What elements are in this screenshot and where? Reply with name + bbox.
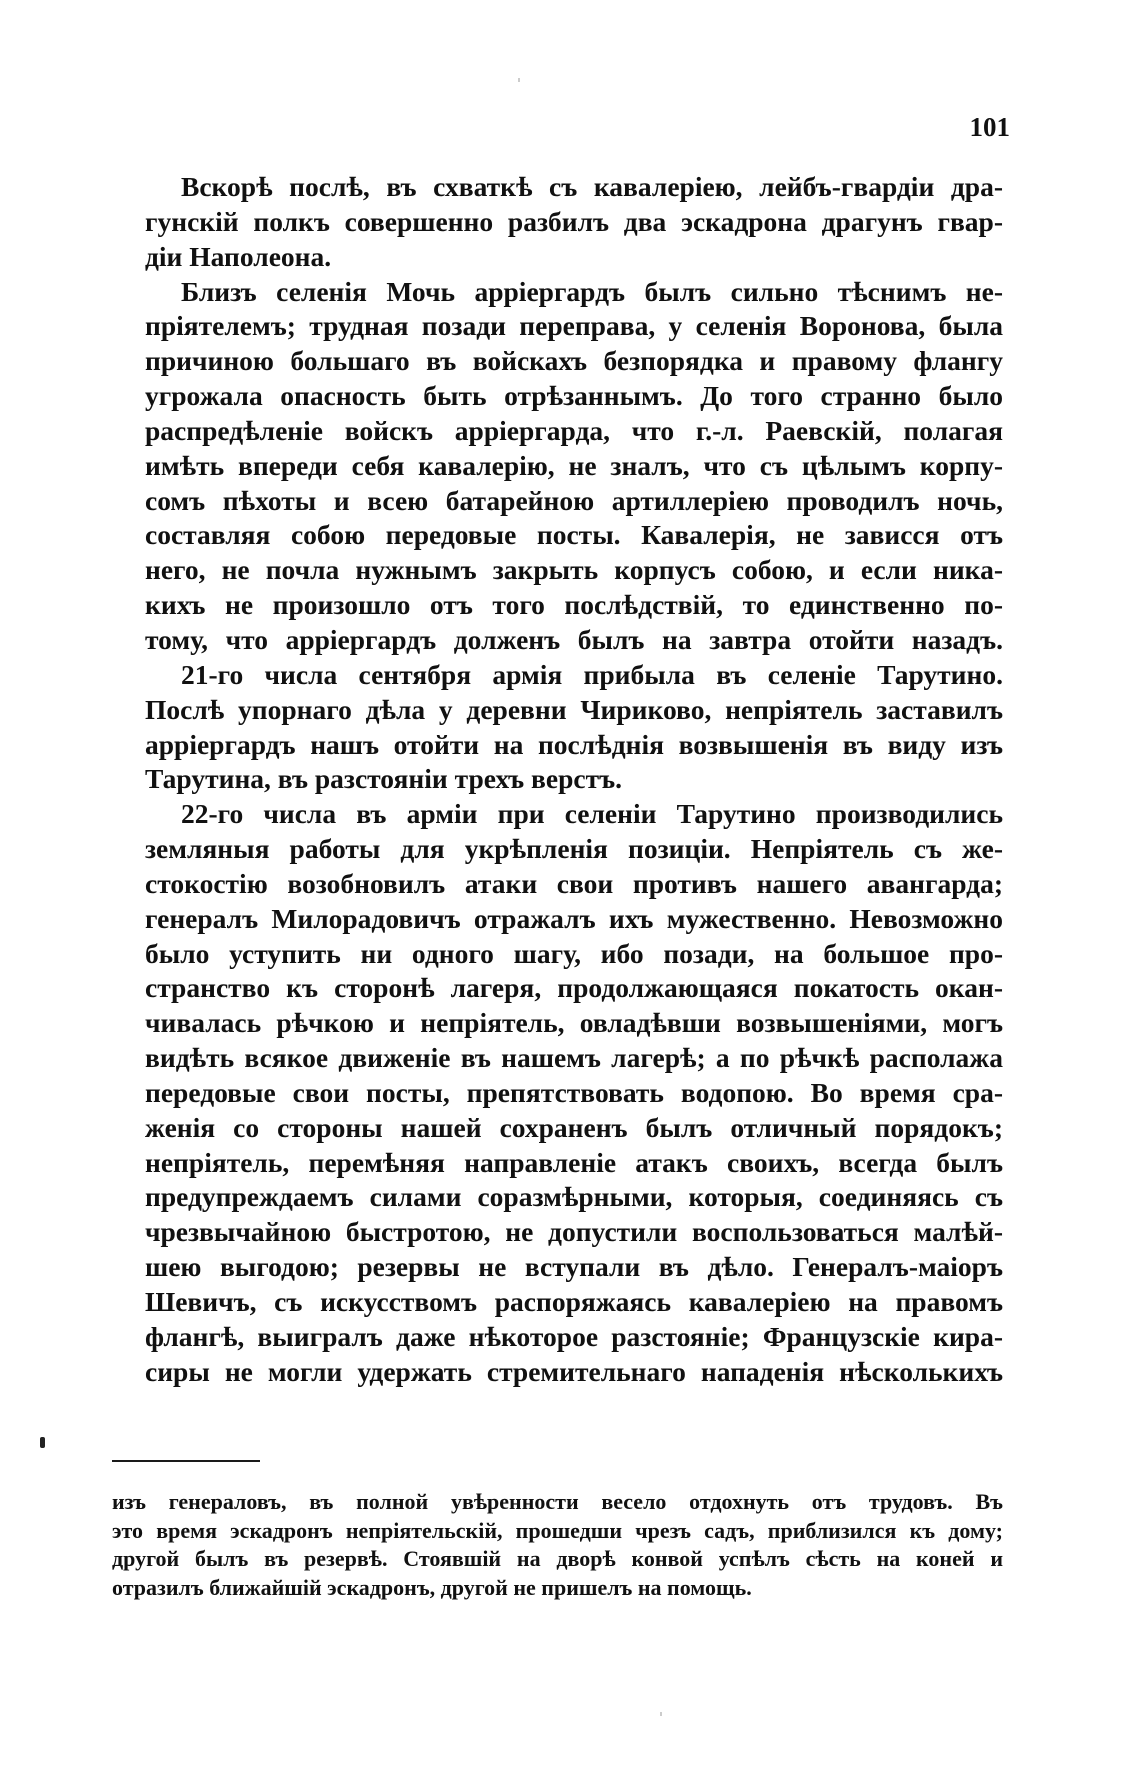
text-line: діи Наполеона. (145, 240, 332, 272)
footnote-line: изъ генераловъ, въ полной увѣренности весело отдохнуть отъ трудовъ. Въ (112, 1489, 1003, 1514)
text-line: пріятелемъ; трудная позади переправа, у селенія Воронова, была (145, 310, 1003, 342)
text-line: флангѣ, выигралъ даже нѣкоторое разстояніе; Французскіе кира- (145, 1320, 1003, 1352)
text-line: сиры не могли удержать стремительнаго нападенія нѣсколькихъ (145, 1355, 1003, 1387)
text-line: чрезвычайною быстротою, не допустили воспользоваться малѣй- (145, 1216, 1003, 1248)
text-line: шею выгодою; резервы не вступали въ дѣло. Генералъ-маіоръ (145, 1251, 1003, 1283)
footnote-line: другой былъ въ резервѣ. Стоявшій на дворѣ конвой успѣлъ сѣсть на коней и (112, 1546, 1003, 1571)
text-line: гунскій полкъ совершенно разбилъ два эскадрона драгунъ гвар- (145, 205, 1003, 237)
page-number: 101 (969, 112, 1010, 142)
margin-ink-speck (40, 1437, 45, 1448)
text-line: угрожала опасность быть отрѣзаннымъ. До того странно было (145, 380, 1003, 412)
text-line: причиною большаго въ войскахъ безпорядка и правому флангу (145, 345, 1003, 377)
scan-mark-bottom (660, 1712, 662, 1716)
footnote-line: это время эскадронъ непріятельскій, прошедши чрезъ садъ, приблизился къ дому; (112, 1517, 1003, 1543)
footnote-line: отразилъ ближайшій эскадронъ, другой не пришелъ на помощь. (112, 1574, 752, 1600)
text-line: передовые свои посты, препятствовать водопою. Во время сра- (145, 1076, 1003, 1108)
text-line: стокостію возобновилъ атаки свои противъ нашего авангарда; (145, 867, 1003, 899)
text-line: 22-го числа въ арміи при селеніи Тарутино производились (181, 798, 1003, 830)
text-line: распредѣленіе войскъ арріергарда, что г.-л. Раевскій, полагая (145, 414, 1003, 446)
text-line: Тарутина, въ разстояніи трехъ верстъ. (145, 763, 622, 795)
text-line: 21-го числа сентября армія прибыла въ селеніе Тарутино. (181, 658, 1003, 690)
text-line: Близъ селенія Мочь арріергардъ былъ сильно тѣснимъ не- (181, 275, 1003, 307)
text-line: кихъ не произошло отъ того послѣдствій, то единственно по- (145, 589, 1003, 621)
text-line: женія со стороны нашей сохраненъ былъ отличный порядокъ; (145, 1111, 1003, 1143)
text-line: странство къ сторонѣ лагеря, продолжающаяся покатость окан- (145, 972, 1003, 1004)
text-line: тому, что арріергардъ долженъ былъ на завтра отойти назадъ. (145, 623, 1003, 655)
text-line: генералъ Милорадовичъ отражалъ ихъ мужественно. Невозможно (145, 902, 1003, 934)
text-line: было уступить ни одного шагу, ибо позади, на большое про- (145, 937, 1003, 969)
text-line: Послѣ упорнаго дѣла у деревни Чириково, непріятель заставилъ (145, 693, 1003, 725)
scan-mark-top (518, 78, 520, 82)
text-line: него, не почла нужнымъ закрыть корпусъ собою, и если ника- (145, 554, 1003, 586)
footnote-separator-rule (112, 1460, 260, 1462)
text-line: Шевичъ, съ искусствомъ распоряжаясь кавалеріею на правомъ (145, 1286, 1003, 1317)
text-line: видѣть всякое движеніе въ нашемъ лагерѣ; а по рѣчкѣ располажа (145, 1042, 1003, 1074)
text-line: Вскорѣ послѣ, въ схваткѣ съ кавалеріею, лейбъ-гвардіи дра- (181, 171, 1003, 202)
text-line: имѣть впереди себя кавалерію, не зналъ, что съ цѣлымъ корпу- (145, 449, 1003, 481)
text-line: сомъ пѣхоты и всею батарейною артиллеріею проводилъ ночь, (145, 484, 1003, 516)
main-text (145, 170, 1003, 1390)
text-line: земляныя работы для укрѣпленія позиціи. Непріятель съ же- (145, 833, 1003, 865)
text-line: непріятель, перемѣняя направленіе атакъ своихъ, всегда былъ (145, 1146, 1003, 1178)
text-line: составляя собою передовые посты. Кавалерія, не зависся отъ (145, 519, 1003, 551)
text-line: чивалась рѣчкою и непріятель, овладѣвши возвышеніями, могъ (145, 1007, 1003, 1039)
footnote (112, 1488, 1003, 1602)
text-line: предупреждаемъ силами соразмѣрными, которыя, соединяясь съ (145, 1181, 1003, 1213)
text-line: арріергардъ нашъ отойти на послѣднія возвышенія въ виду изъ (145, 728, 1003, 760)
